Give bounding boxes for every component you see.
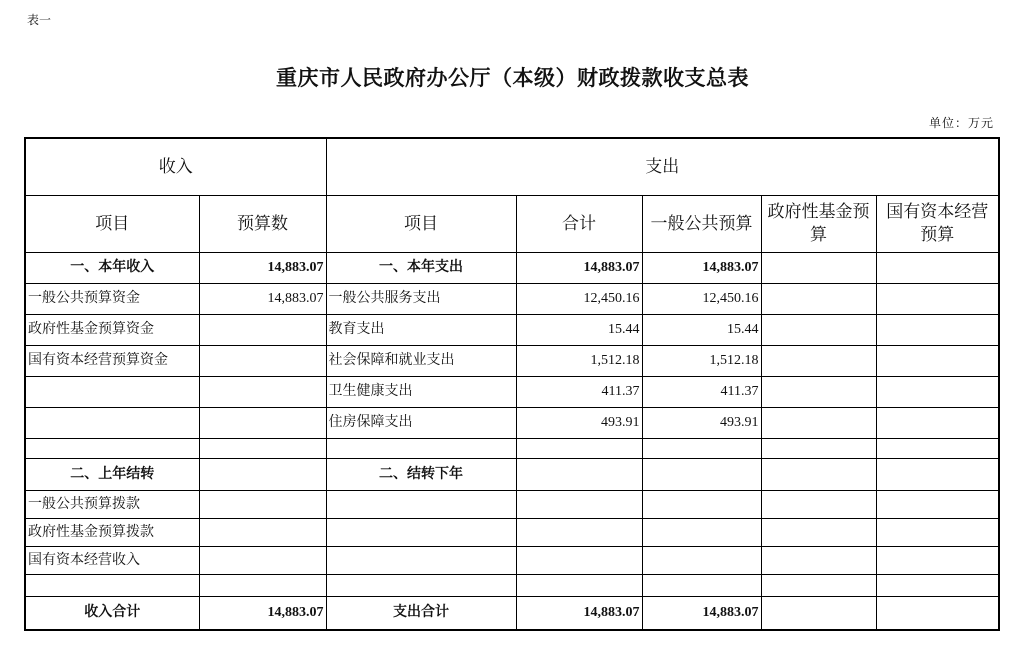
general-cell: 411.37 <box>642 377 761 408</box>
income-value-cell: 14,883.07 <box>199 284 326 315</box>
general-cell <box>642 491 761 519</box>
fund-cell <box>761 575 876 597</box>
general-cell: 493.91 <box>642 408 761 439</box>
general-total-value: 14,883.07 <box>642 597 761 630</box>
general-cell <box>642 575 761 597</box>
budget-table <box>24 137 1000 631</box>
fund-cell <box>761 491 876 519</box>
income-value-cell <box>199 377 326 408</box>
income-item-cell <box>25 377 199 408</box>
capital-cell <box>876 439 999 459</box>
col-income-item: 项目 <box>25 196 199 253</box>
header-row-2 <box>25 196 999 253</box>
capital-cell <box>876 253 999 284</box>
income-value-cell <box>199 315 326 346</box>
expense-total-value: 14,883.07 <box>516 597 642 630</box>
table-row <box>25 346 999 377</box>
income-item-cell: 一般公共预算拨款 <box>25 491 199 519</box>
page-title: 重庆市人民政府办公厅（本级）财政拨款收支总表 <box>276 65 749 90</box>
table-row <box>25 253 999 284</box>
income-total-value: 14,883.07 <box>199 597 326 630</box>
total-cell: 411.37 <box>516 377 642 408</box>
total-cell <box>516 519 642 547</box>
general-cell <box>642 547 761 575</box>
table-row <box>25 377 999 408</box>
total-cell <box>516 439 642 459</box>
income-value-cell <box>199 519 326 547</box>
general-cell: 15.44 <box>642 315 761 346</box>
income-item-cell: 政府性基金预算拨款 <box>25 519 199 547</box>
fund-total-value <box>761 597 876 630</box>
total-cell <box>516 575 642 597</box>
table-row <box>25 315 999 346</box>
capital-cell <box>876 575 999 597</box>
expense-item-cell <box>326 575 516 597</box>
fund-cell <box>761 315 876 346</box>
table-number-label: 表一 <box>27 13 52 27</box>
capital-cell <box>876 459 999 491</box>
income-header: 收入 <box>25 138 326 196</box>
capital-cell <box>876 315 999 346</box>
income-value-cell <box>199 547 326 575</box>
col-general-budget: 一般公共预算 <box>642 196 761 253</box>
col-expense-item: 项目 <box>326 196 516 253</box>
income-item-cell: 一般公共预算资金 <box>25 284 199 315</box>
total-cell: 1,512.18 <box>516 346 642 377</box>
income-item-cell <box>25 575 199 597</box>
capital-cell <box>876 547 999 575</box>
income-total-label: 收入合计 <box>25 597 199 630</box>
general-cell: 12,450.16 <box>642 284 761 315</box>
capital-total-value <box>876 597 999 630</box>
income-value-cell <box>199 408 326 439</box>
fund-cell <box>761 547 876 575</box>
expense-item-cell <box>326 439 516 459</box>
capital-cell <box>876 284 999 315</box>
income-value-cell <box>199 459 326 491</box>
income-item-cell: 国有资本经营收入 <box>25 547 199 575</box>
general-cell <box>642 519 761 547</box>
expense-item-cell: 二、结转下年 <box>326 459 516 491</box>
table-row <box>25 439 999 459</box>
fund-cell <box>761 459 876 491</box>
income-value-cell <box>199 439 326 459</box>
fund-cell <box>761 519 876 547</box>
income-item-cell: 国有资本经营预算资金 <box>25 346 199 377</box>
total-cell: 493.91 <box>516 408 642 439</box>
income-value-cell: 14,883.07 <box>199 253 326 284</box>
expense-item-cell: 卫生健康支出 <box>326 377 516 408</box>
header-row-1 <box>25 138 999 196</box>
table-row <box>25 575 999 597</box>
col-capital-budget: 国有资本经营预算 <box>876 196 999 253</box>
table-row <box>25 547 999 575</box>
general-cell: 1,512.18 <box>642 346 761 377</box>
col-income-budget: 预算数 <box>199 196 326 253</box>
income-value-cell <box>199 346 326 377</box>
table-row <box>25 459 999 491</box>
total-cell <box>516 547 642 575</box>
expense-item-cell <box>326 519 516 547</box>
total-cell <box>516 491 642 519</box>
total-cell: 14,883.07 <box>516 253 642 284</box>
table-row <box>25 519 999 547</box>
table-row <box>25 284 999 315</box>
total-cell: 12,450.16 <box>516 284 642 315</box>
income-item-cell <box>25 439 199 459</box>
expense-item-cell: 社会保障和就业支出 <box>326 346 516 377</box>
expense-header: 支出 <box>326 138 999 196</box>
expense-item-cell: 一般公共服务支出 <box>326 284 516 315</box>
table-row <box>25 408 999 439</box>
income-item-cell <box>25 408 199 439</box>
fund-cell <box>761 377 876 408</box>
capital-cell <box>876 377 999 408</box>
general-cell <box>642 439 761 459</box>
capital-cell <box>876 408 999 439</box>
table-row <box>25 491 999 519</box>
general-cell <box>642 459 761 491</box>
totals-row <box>25 597 999 630</box>
col-total: 合计 <box>516 196 642 253</box>
expense-item-cell: 住房保障支出 <box>326 408 516 439</box>
income-value-cell <box>199 491 326 519</box>
income-value-cell <box>199 575 326 597</box>
unit-label: 单位：万元 <box>928 116 994 130</box>
expense-item-cell: 教育支出 <box>326 315 516 346</box>
fund-cell <box>761 439 876 459</box>
capital-cell <box>876 346 999 377</box>
expense-total-label: 支出合计 <box>326 597 516 630</box>
capital-cell <box>876 519 999 547</box>
general-cell: 14,883.07 <box>642 253 761 284</box>
income-item-cell: 政府性基金预算资金 <box>25 315 199 346</box>
expense-item-cell <box>326 547 516 575</box>
fund-cell <box>761 284 876 315</box>
capital-cell <box>876 491 999 519</box>
income-item-cell: 二、上年结转 <box>25 459 199 491</box>
income-item-cell: 一、本年收入 <box>25 253 199 284</box>
expense-item-cell: 一、本年支出 <box>326 253 516 284</box>
col-fund-budget: 政府性基金预算 <box>761 196 876 253</box>
total-cell: 15.44 <box>516 315 642 346</box>
fund-cell <box>761 253 876 284</box>
fund-cell <box>761 408 876 439</box>
total-cell <box>516 459 642 491</box>
expense-item-cell <box>326 491 516 519</box>
fund-cell <box>761 346 876 377</box>
